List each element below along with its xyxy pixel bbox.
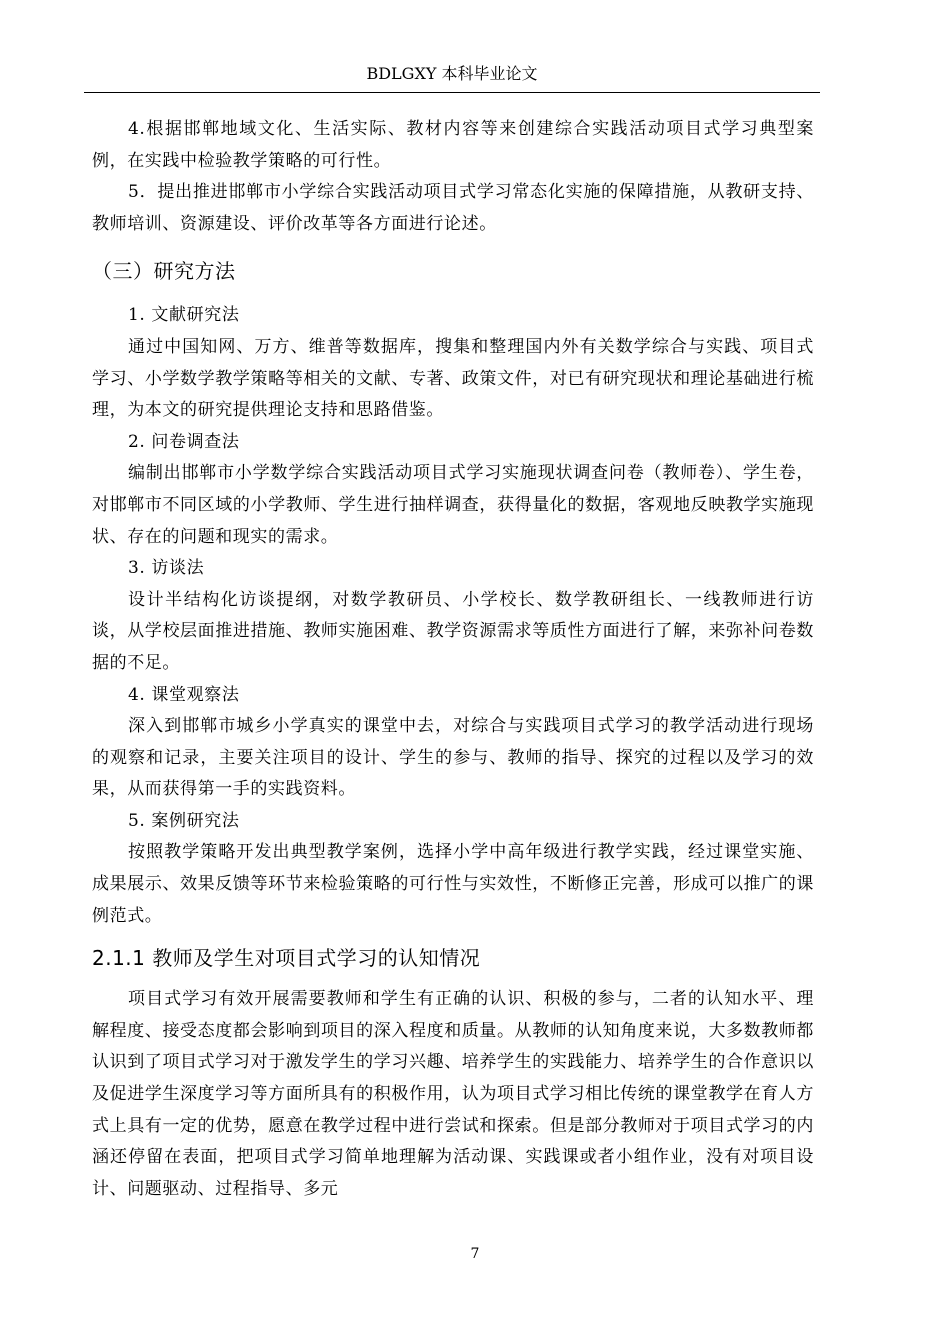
- section-heading-2-1-1: 2.1.1 教师及学生对项目式学习的认知情况: [92, 946, 481, 971]
- page-header: BDLGXY 本科毕业论文: [366, 64, 538, 83]
- paragraph-item-4: 4.根据邯郸地域文化、生活实际、教材内容等来创建综合实践活动项目式学习典型案例，在实践中检验教学策略的可行性。: [92, 119, 814, 171]
- page-number: 7: [470, 1246, 480, 1262]
- method-text: 设计半结构化访谈提纲，对数学教研员、小学校长、数学教研组长、一线教师进行访谈，从学校层面推进措施、教师实施困难、教学资源需求等质性方面进行了解，来弥补问卷数据的不足。: [92, 589, 814, 673]
- page-body: [92, 114, 814, 1205]
- paragraph-item-5: 5．提出推进邯郸市小学综合实践活动项目式学习常态化实施的保障措施，从教研支持、教师培训、资源建设、评价改革等各方面进行论述。: [92, 182, 814, 234]
- method-text: 深入到邯郸市城乡小学真实的课堂中去，对综合与实践项目式学习的教学活动进行现场的观察和记录，主要关注项目的设计、学生的参与、教师的指导、探究的过程以及学习的效果，从而获得第一手的实践资料。: [92, 716, 814, 800]
- method-label: 4. 课堂观察法: [128, 684, 240, 705]
- method-text: 通过中国知网、万方、维普等数据库，搜集和整理国内外有关数学综合与实践、项目式学习、小学数学教学策略等相关的文献、专著、政策文件，对已有研究现状和理论基础进行梳理，为本文的研究提供理论支持和思路借鉴。: [92, 336, 814, 421]
- method-label: 5. 案例研究法: [128, 810, 240, 831]
- method-text: 编制出邯郸市小学数学综合实践活动项目式学习实施现状调查问卷（教师卷）、学生卷，对邯郸市不同区域的小学教师、学生进行抽样调查，获得量化的数据，客观地反映教学实施现状、存在的问题和现实的需求。: [92, 463, 814, 547]
- header-rule: [84, 92, 820, 93]
- method-label: 3. 访谈法: [128, 558, 205, 579]
- method-label: 1. 文献研究法: [128, 305, 240, 326]
- method-text: 按照教学策略开发出典型教学案例，选择小学中高年级进行教学实践，经过课堂实施、成果展示、效果反馈等环节来检验策略的可行性与实效性，不断修正完善，形成可以推广的课例范式。: [92, 842, 814, 926]
- section-heading-research-methods: （三）研究方法: [92, 259, 236, 284]
- method-label: 2. 问卷调查法: [128, 431, 240, 452]
- paragraph-cognition: 项目式学习有效开展需要教师和学生有正确的认识、积极的参与，二者的认知水平、理解程度、接受态度都会影响到项目的深入程度和质量。从教师的认知角度来说，大多数教师都认识到了项目式学习对于激发学生的学习兴趣、培养学生的实践能力、培养学生的合作意识以及促进学生深度学习等方面所具有的积极作用，认为项目式学习相比传统的课堂教学在育人方式上具有一定的优势，愿意在教学过程中进行尝试和探索。但是部分教师对于项目式学习的内涵还停留在表面，把项目式学习简单地理解为活动课、实践课或者小组作业，没有对项目设计、问题驱动、过程指导、多元: [92, 989, 814, 1199]
